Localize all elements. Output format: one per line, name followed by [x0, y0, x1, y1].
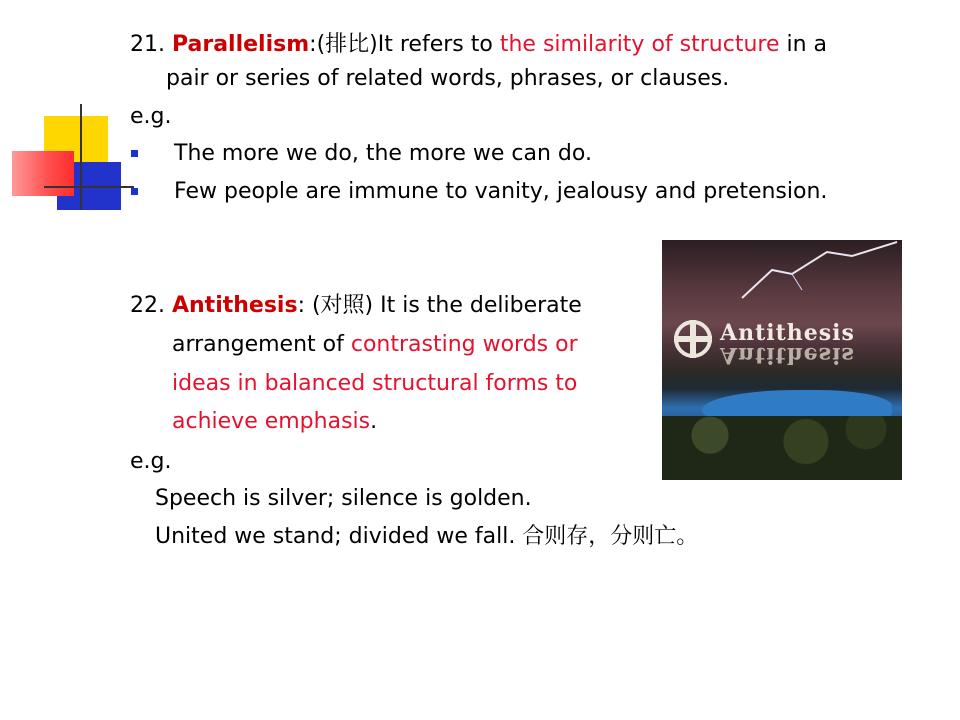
- antithesis-example-2: United we stand; divided we fall. 合则存，分则亡。: [155, 524, 699, 549]
- deco-red-block: [12, 151, 74, 196]
- parallelism-def-line2: pair or series of related words, phrases, or clauses.: [166, 66, 730, 91]
- parallelism-number: 21.: [130, 32, 172, 57]
- bullet-icon: [131, 188, 138, 195]
- antithesis-line3: ideas in balanced structural forms to: [172, 371, 578, 396]
- antithesis-line2-red: contrasting words or: [350, 332, 578, 357]
- parallelism-def-red: the similarity of structure: [499, 32, 780, 57]
- celtic-knot-icon: [674, 320, 712, 358]
- lightning-icon: [732, 240, 902, 300]
- antithesis-line2-a: arrangement of: [172, 332, 351, 357]
- antithesis-heading: [130, 292, 582, 320]
- deco-vertical-line: [80, 104, 82, 210]
- antithesis-eg: e.g.: [130, 449, 172, 474]
- deco-horizontal-line: [44, 186, 134, 188]
- parallelism-example-2: Few people are immune to vanity, jealousy and pretension.: [174, 179, 828, 204]
- image-hills: [662, 416, 902, 480]
- antithesis-number: 22.: [130, 293, 172, 318]
- antithesis-example-1: Speech is silver; silence is golden.: [155, 486, 532, 511]
- image-title-mirror: Antithesis: [720, 342, 855, 368]
- antithesis-chinese: : (对照) It is the deliberate: [297, 293, 582, 318]
- parallelism-term: Parallelism: [171, 32, 310, 57]
- parallelism-heading: [130, 31, 827, 59]
- bullet-icon: [131, 150, 138, 157]
- antithesis-line4-red: achieve emphasis: [172, 409, 371, 434]
- image-title: Antithesis: [720, 320, 855, 346]
- antithesis-image: [662, 240, 902, 480]
- parallelism-def-b: in a: [779, 32, 828, 57]
- antithesis-term: Antithesis: [171, 293, 298, 318]
- parallelism-eg: e.g.: [130, 104, 172, 129]
- parallelism-chinese: :(排比): [309, 32, 378, 57]
- parallelism-example-1: The more we do, the more we can do.: [174, 141, 592, 166]
- antithesis-line4-b: .: [370, 409, 378, 434]
- antithesis-line2: [172, 331, 578, 359]
- antithesis-line4: [172, 408, 377, 436]
- parallelism-def-a: It refers to: [377, 32, 500, 57]
